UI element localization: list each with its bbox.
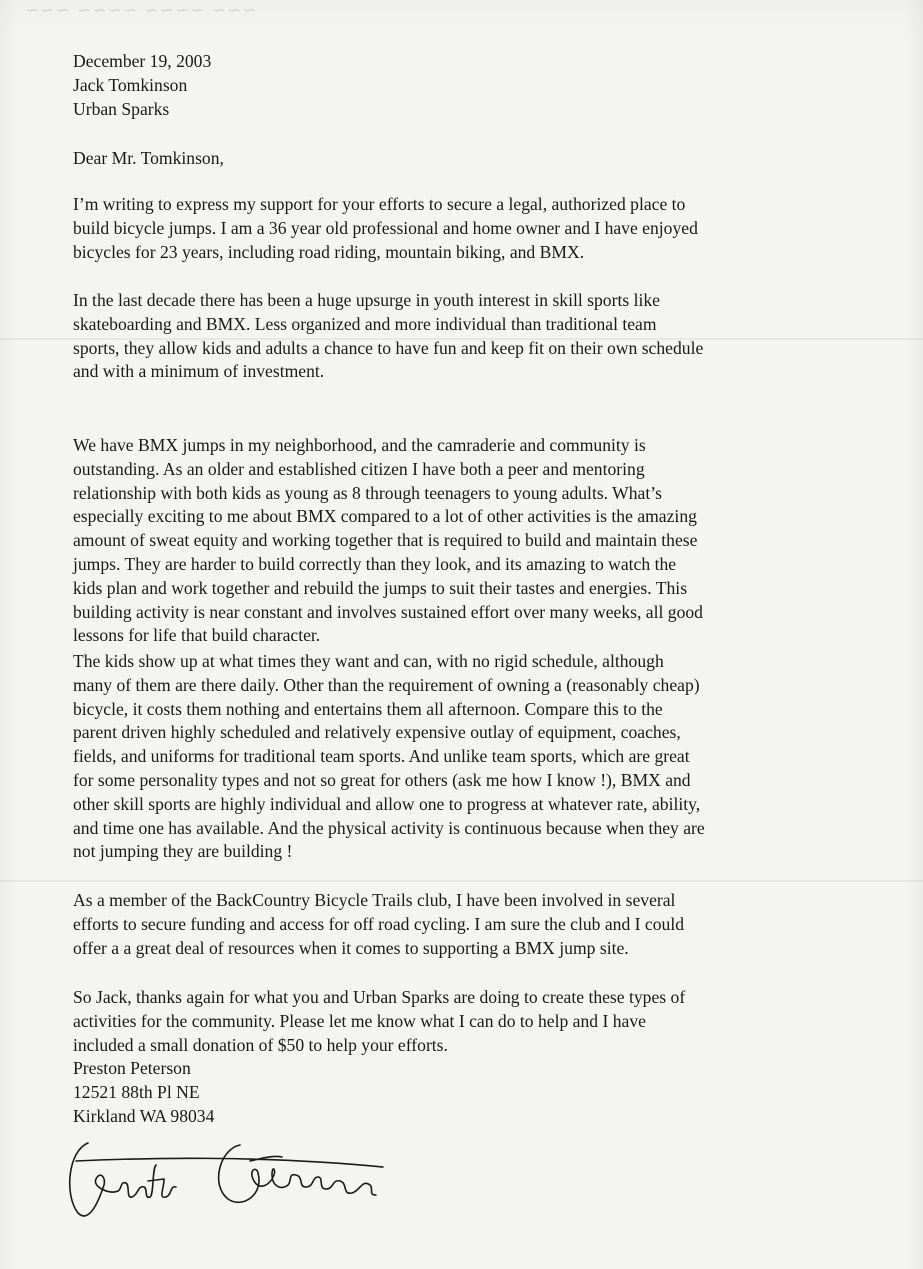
paragraph-club: [73, 889, 684, 960]
salutation-text: Dear Mr. Tomkinson,: [73, 148, 224, 168]
paragraph-line: parent driven highly scheduled and relatively expensive outlay of equipment, coaches,: [73, 722, 681, 743]
paragraph-line: lessons for life that build character.: [73, 625, 321, 646]
recipient-name: Jack Tomkinson: [73, 74, 188, 95]
handwritten-signature: [60, 1125, 390, 1225]
paragraph-line: outstanding. As an older and established citizen I have both a peer and mentoring: [73, 458, 645, 479]
signature-stroke: [76, 1158, 383, 1167]
paragraph-skill-sports: [73, 289, 703, 384]
paragraph-line: bicycle, it costs them nothing and entertains them all afternoon. Compare this to the: [73, 698, 663, 719]
paragraph-line: skateboarding and BMX. Less organized and more individual than traditional team: [73, 313, 657, 334]
paragraph-line: So Jack, thanks again for what you and Urban Sparks are doing to create these types of: [73, 987, 686, 1007]
paragraph-schedule: [73, 650, 705, 864]
paragraph-line: many of them are there daily. Other than the requirement of owning a (reasonably cheap): [73, 674, 700, 695]
sender-name: Preston Peterson: [73, 1058, 191, 1078]
sender-street: 12521 88th Pl NE: [73, 1081, 200, 1102]
paragraph-line: activities for the community. Please let me know what I can do to help and I have: [73, 1010, 646, 1031]
bleed-through-text: ~~~ ~~~~ ~~~~ ~~~: [25, 0, 258, 20]
letter-header: [73, 50, 211, 121]
paragraph-line: In the last decade there has been a huge upsurge in youth interest in skill sports like: [73, 290, 660, 310]
paragraph-line: offer a a great deal of resources when it comes to supporting a BMX jump site.: [73, 937, 629, 958]
paragraph-line: and with a minimum of investment.: [73, 361, 325, 382]
paragraph-line: amount of sweat equity and working together that is required to build and maintain these: [73, 530, 698, 551]
paragraph-line: other skill sports are highly individual and allow one to progress at whatever rate, ability,: [73, 793, 701, 814]
paragraph-line: We have BMX jumps in my neighborhood, and the camraderie and community is: [73, 435, 646, 455]
paragraph-support: [73, 193, 698, 264]
paragraph-closing: [73, 986, 685, 1057]
paragraph-line: not jumping they are building !: [73, 841, 293, 862]
paragraph-line: efforts to secure funding and access for off road cycling. I am sure the club and I could: [73, 913, 685, 934]
paragraph-line: The kids show up at what times they want and can, with no rigid schedule, although: [73, 651, 664, 671]
paragraph-line: fields, and uniforms for traditional team sports. And unlike team sports, which are great: [73, 746, 690, 767]
salutation: [73, 147, 224, 171]
paragraph-line: jumps. They are harder to build correctly than they look, and its amazing to watch the: [73, 553, 677, 574]
paragraph-line: bicycles for 23 years, including road riding, mountain biking, and BMX.: [73, 241, 585, 262]
signature-stroke: [70, 1143, 176, 1216]
paragraph-line: sports, they allow kids and adults a chance to have fun and keep fit on their own schedule: [73, 337, 704, 358]
sender-city: Kirkland WA 98034: [73, 1105, 215, 1126]
signature-stroke: [219, 1145, 376, 1202]
paragraph-line: kids plan and work together and rebuild the jumps to suit their tastes and energies. This: [73, 577, 688, 598]
paragraph-line: As a member of the BackCountry Bicycle Trails club, I have been involved in several: [73, 890, 676, 910]
paragraph-neighborhood: [73, 434, 703, 648]
paragraph-line: build bicycle jumps. I am a 36 year old professional and home owner and I have enjoyed: [73, 217, 698, 238]
letter-date: December 19, 2003: [73, 51, 212, 71]
paragraph-line: building activity is near constant and involves sustained effort over many weeks, all good: [73, 601, 703, 622]
paragraph-line: and time one has available. And the physical activity is continuous because when they are: [73, 817, 705, 838]
recipient-org: Urban Sparks: [73, 98, 170, 119]
paragraph-line: especially exciting to me about BMX compared to a lot of other activities is the amazing: [73, 506, 697, 527]
paragraph-line: I’m writing to express my support for your efforts to secure a legal, authorized place to: [73, 194, 686, 214]
paragraph-line: for some personality types and not so great for others (ask me how I know !), BMX and: [73, 769, 691, 790]
fold-line: [0, 880, 923, 882]
sender-block: [73, 1057, 214, 1128]
paragraph-line: included a small donation of $50 to help your efforts.: [73, 1034, 448, 1055]
paragraph-line: relationship with both kids as young as 8 through teenagers to young adults. What’s: [73, 482, 662, 503]
